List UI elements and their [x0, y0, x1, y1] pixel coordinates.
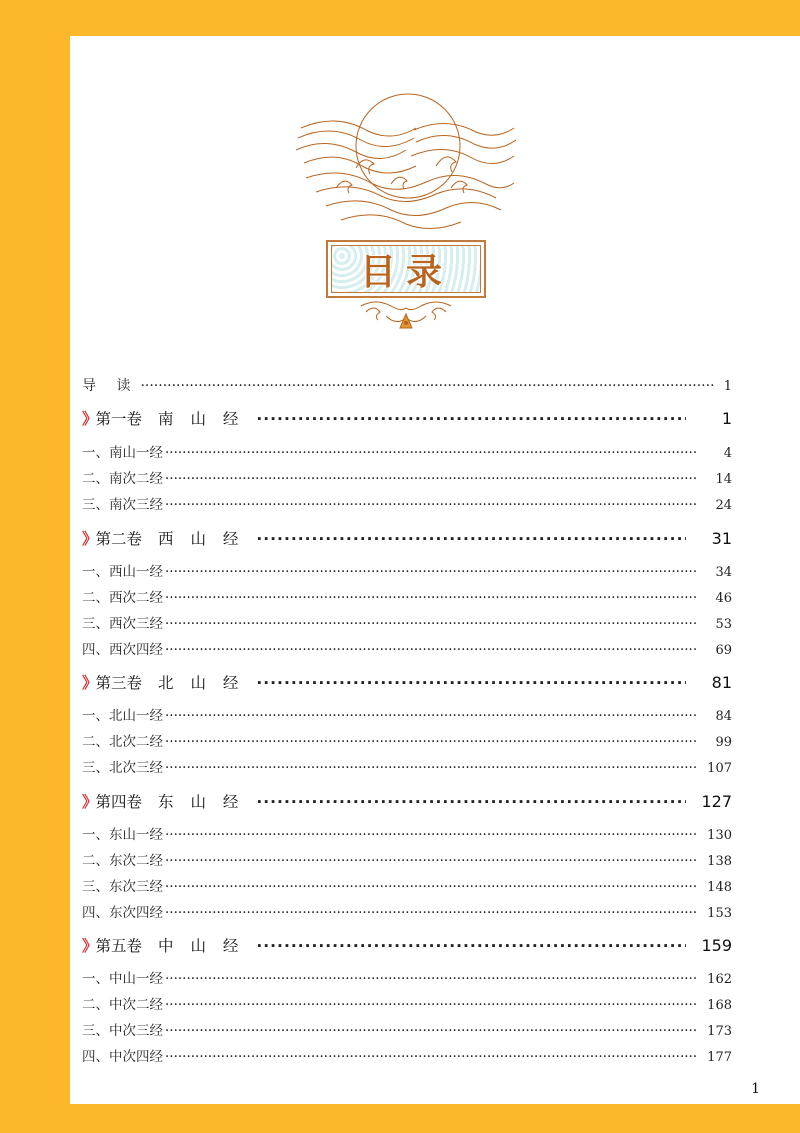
toc-volume-heading[interactable] [82, 527, 732, 549]
volume-label: 》第一卷 南 山 经 [82, 410, 245, 428]
volume-marker-icon: 》 [82, 937, 95, 955]
toc-entry-page: 4 [723, 446, 732, 461]
toc-entry-label: 一、东山一经 [82, 827, 163, 843]
toc-volume-heading[interactable] [82, 407, 732, 429]
toc-entry-page: 46 [715, 591, 732, 606]
volume-page: 81 [711, 673, 732, 692]
toc-volume-heading[interactable] [82, 790, 732, 812]
leader-dots [165, 997, 696, 1013]
toc-volume-heading[interactable] [82, 934, 732, 956]
toc-entry-page: 138 [707, 854, 732, 869]
leader-dots [256, 410, 686, 428]
toc-entry-label: 二、东次二经 [82, 853, 163, 869]
volume-marker-icon: 》 [82, 793, 95, 811]
volume-marker-icon: 》 [82, 530, 95, 548]
leader-dots [165, 445, 696, 461]
leader-dots [165, 1049, 696, 1065]
leader-dots [256, 937, 686, 955]
page-title: 目录 [359, 251, 452, 293]
leader-dots [165, 497, 696, 513]
leader-dots [165, 564, 696, 580]
leader-dots [256, 793, 686, 811]
volume-page: 31 [711, 529, 732, 548]
leader-dots [165, 616, 696, 632]
leader-dots [165, 642, 696, 658]
toc-entry[interactable] [82, 1045, 732, 1065]
leader-dots [165, 1023, 696, 1039]
leader-dots [165, 853, 696, 869]
toc-entry[interactable] [82, 901, 732, 921]
toc-entry[interactable] [82, 467, 732, 487]
leader-dots [256, 530, 686, 548]
toc-entry-page: 84 [715, 709, 732, 724]
volume-label: 》第二卷 西 山 经 [82, 530, 245, 548]
toc-entry-label: 三、西次三经 [82, 616, 163, 632]
toc-entry[interactable] [82, 875, 732, 895]
toc-entry[interactable] [82, 493, 732, 513]
volume-page: 127 [701, 792, 732, 811]
toc-entry-label: 三、北次三经 [82, 760, 163, 776]
toc-entry-page: 1 [723, 379, 732, 394]
volume-label: 》第四卷 东 山 经 [82, 793, 245, 811]
toc-entry[interactable] [82, 586, 732, 606]
scroll-ornament-icon [356, 296, 456, 334]
toc-entry-label: 导 读 [82, 378, 139, 394]
toc-entry[interactable] [82, 560, 732, 580]
leader-dots [256, 674, 686, 692]
toc-entry[interactable] [82, 823, 732, 843]
toc-entry-label: 四、中次四经 [82, 1049, 163, 1065]
toc-entry-label: 三、东次三经 [82, 879, 163, 895]
toc-entry-page: 53 [715, 617, 732, 632]
toc-entry-label: 四、东次四经 [82, 905, 163, 921]
toc-entry-label: 三、中次三经 [82, 1023, 163, 1039]
toc-entry-page: 148 [707, 880, 732, 895]
toc-entry[interactable] [82, 993, 732, 1013]
volume-marker-icon: 》 [82, 410, 95, 428]
title-wave-background [331, 245, 481, 293]
leader-dots [165, 708, 696, 724]
toc-entry[interactable] [82, 704, 732, 724]
toc-title-frame [326, 240, 486, 298]
leader-dots [165, 590, 696, 606]
toc-volume-heading[interactable] [82, 671, 732, 693]
volume-page: 1 [721, 409, 732, 428]
toc-entry-page: 173 [707, 1024, 732, 1039]
volume-page: 159 [701, 936, 732, 955]
leader-dots [165, 971, 696, 987]
toc-entry-page: 168 [707, 998, 732, 1013]
toc-entry-page: 177 [707, 1050, 732, 1065]
volume-label: 》第五卷 中 山 经 [82, 937, 245, 955]
leader-dots [165, 827, 696, 843]
toc-entry-label: 二、中次二经 [82, 997, 163, 1013]
volume-name: 南 山 经 [158, 410, 245, 428]
toc-entry-label: 二、南次二经 [82, 471, 163, 487]
toc-entry-label: 一、西山一经 [82, 564, 163, 580]
toc-entry-page: 14 [715, 472, 732, 487]
leader-dots [165, 734, 696, 750]
leader-dots [165, 879, 696, 895]
toc-entry-label: 一、南山一经 [82, 445, 163, 461]
toc-entry[interactable] [82, 756, 732, 776]
toc-entry-page: 24 [715, 498, 732, 513]
page [70, 36, 800, 1104]
leader-dots [165, 905, 696, 921]
toc-entry-page: 99 [715, 735, 732, 750]
volume-label: 》第三卷 北 山 经 [82, 674, 245, 692]
toc-entry-label: 一、中山一经 [82, 971, 163, 987]
toc-entry[interactable] [82, 730, 732, 750]
toc-entry-label: 二、西次二经 [82, 590, 163, 606]
leader-dots [140, 378, 714, 394]
toc-entry-page: 69 [715, 643, 732, 658]
toc-entry-page: 107 [707, 761, 732, 776]
page-number: 1 [751, 1081, 760, 1097]
sun-over-waves-illustration [296, 88, 516, 238]
toc-entry[interactable] [82, 849, 732, 869]
leader-dots [165, 760, 696, 776]
toc-entry[interactable] [82, 967, 732, 987]
toc-entry-page: 130 [707, 828, 732, 843]
toc-entry[interactable] [82, 638, 732, 658]
volume-name: 西 山 经 [158, 530, 245, 548]
toc-entry-label: 二、北次二经 [82, 734, 163, 750]
toc-entry[interactable] [82, 441, 732, 461]
toc-entry-page: 34 [715, 565, 732, 580]
volume-name: 中 山 经 [158, 937, 245, 955]
toc-entry[interactable] [82, 1019, 732, 1039]
toc-entry-intro[interactable] [82, 375, 732, 395]
toc-entry[interactable] [82, 612, 732, 632]
toc-entry-label: 三、南次三经 [82, 497, 163, 513]
toc-entry-label: 一、北山一经 [82, 708, 163, 724]
toc-entry-page: 153 [707, 906, 732, 921]
volume-name: 东 山 经 [158, 793, 245, 811]
leader-dots [165, 471, 696, 487]
toc-entry-label: 四、西次四经 [82, 642, 163, 658]
volume-name: 北 山 经 [158, 674, 245, 692]
volume-marker-icon: 》 [82, 674, 95, 692]
toc-entry-page: 162 [707, 972, 732, 987]
